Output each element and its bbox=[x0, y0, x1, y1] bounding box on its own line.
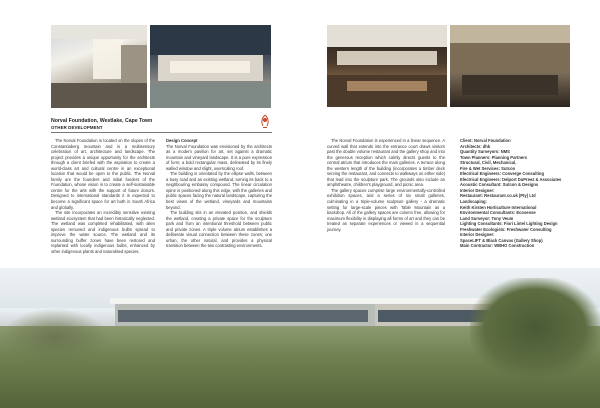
credit-line: Quantity Surveyors: NMS bbox=[460, 149, 510, 155]
experience-paragraph-1: The Norval Foundation is experienced in a linear sequence. A curved wall that extends into the entrance court draws visitors past the double volume restaurant and the gallery shop and into the generous reception which calmly directs guests to the central atrium that introduces the main galleries. A terrace along the western length of the building (incorporates a timber deck serving the restaurant, and connects to walkways on either side) that lead into the sculpture park. The grounds also include an amphitheatre, children's playground, and picnic area. bbox=[327, 138, 445, 188]
credit-line: Main Contractor: WBHO Construction bbox=[460, 243, 535, 249]
gallery-exterior-photo bbox=[150, 25, 271, 108]
building-panorama-photo bbox=[0, 268, 600, 408]
credit-line: Keith Kirsten Horticulture International bbox=[460, 204, 537, 210]
credit-line: Electrical Engineers: Converge Consulting bbox=[460, 171, 544, 177]
experience-column bbox=[327, 138, 445, 232]
credit-line: Architects: dhk bbox=[460, 143, 491, 149]
credit-line: Interior Designer: bbox=[460, 187, 495, 193]
credit-line: Town Planners: Planning Partners bbox=[460, 154, 528, 160]
credit-line: Interior Designer: bbox=[460, 232, 495, 238]
experience-paragraph-2: The gallery spaces comprise large environmentally-controlled exhibition spaces, and a series of six small galleries, culminating in a triple-volume sculpture gallery - a dramatic setting for large-scale pieces with Table Mountain as a backdrop. All of the gallery spaces are column free, allowing for maximum flexibility in displaying all forms of art and they can be treated as separate experiences or viewed in a sequential journey. bbox=[327, 187, 445, 232]
restaurant-interior-photo bbox=[327, 25, 447, 107]
project-category: OTHER DEVELOPMENT bbox=[51, 125, 103, 130]
credit-line: Freshwater Ecologists: Freshwater Consulting bbox=[460, 226, 552, 232]
design-concept-heading: Design Concept bbox=[166, 138, 198, 143]
design-concept-column bbox=[166, 138, 272, 249]
credit-line: Lighting Consultants: Fiori Lintel Lighting Design bbox=[460, 221, 558, 227]
credit-line: Structural, Civil, Mechanical, bbox=[460, 160, 517, 166]
design-concept-paragraph-1: The Norval Foundation was envisioned by the architects as a modern pavilion for art, set against a dramatic mountain and vineyard landscape. It is a pure expression of form; a bold rectangular mass, delineated by its finely walled window and slight, overscaling roof. bbox=[166, 143, 272, 171]
credit-line: SpaceLIFT & Black Canvas (Gallery Shop) bbox=[460, 237, 543, 243]
credit-line: Environmental Consultants: Ecosense bbox=[460, 210, 536, 216]
design-concept-paragraph-2: The building is orientated by the ellipse walls, between a busy road and an existing wetland, turning its back to a neighbouring embassy compound. The linear circulation spine is positioned along this edge, with the galleries and public spaces facing the natural landscape, capturing the best views of the wetland, vineyards and mountains beyond. bbox=[166, 171, 272, 210]
credit-line: Landscaping: bbox=[460, 199, 487, 205]
design-concept-paragraph-3: The building sits in an elevated position, and shields the wetland, creating a private space for the sculpture park and from an intentional threshold between public and private zones. A triple volume atrium establishes a deliberate visual connection between these zones; one urban, the other natural, and provides a physical transition between the two contrasting environments. bbox=[166, 210, 272, 249]
interior-atrium-photo bbox=[51, 25, 147, 108]
credit-line: Acoustic Consultant: Sutcon & Designs bbox=[460, 182, 539, 188]
intro-paragraph: The Norval Foundation is located on the slopes of the Constantiaberg mountain and is a multisensory celebration of art, architecture and landscape. The project provides a unique opportunity for the architects through a client briefed with the aspiration to create a world-class art and cultural centre in an exceptional location that would be open to the public. The Norval family are the founders and initial funders of the Foundation, whose vision is to create a self-sustainable centre for the arts with the support of future donors. Designed to international standards it is expected to become a significant space for art both in South Africa and globally. bbox=[51, 138, 155, 210]
project-title: Norval Foundation, Westlake, Cape Town bbox=[51, 118, 153, 124]
credit-line: Fire & Wet Services: Sutcon bbox=[460, 165, 516, 171]
credit-line: Client: Norval Foundation bbox=[460, 138, 511, 143]
wetland-paragraph: The site incorporates an incredibly sensitive existing wetland ecosystem that had been historically neglected. The wetland was completed rehabilitated, with alien species removed and indigenous bulbs spread to improve the water source. The wetland and its surrounding buffer zones have been restored and replanted with locally indigenous bulbs, enhanced by other indigenous plants and naturalised species. bbox=[51, 210, 155, 254]
caption-divider bbox=[51, 132, 272, 133]
terrace-photo bbox=[450, 25, 570, 107]
credits-column bbox=[456, 138, 570, 249]
credit-line: Restaurant: Restaurant.co.uk (Pty) Ltd bbox=[460, 193, 536, 199]
credit-line: Electrical Engineers: Delport DuPreez & Associates bbox=[460, 176, 562, 182]
laurel-award-logo bbox=[258, 113, 272, 129]
intro-column bbox=[51, 138, 155, 254]
credit-line: Land Surveyor: Tony Veum bbox=[460, 215, 514, 221]
